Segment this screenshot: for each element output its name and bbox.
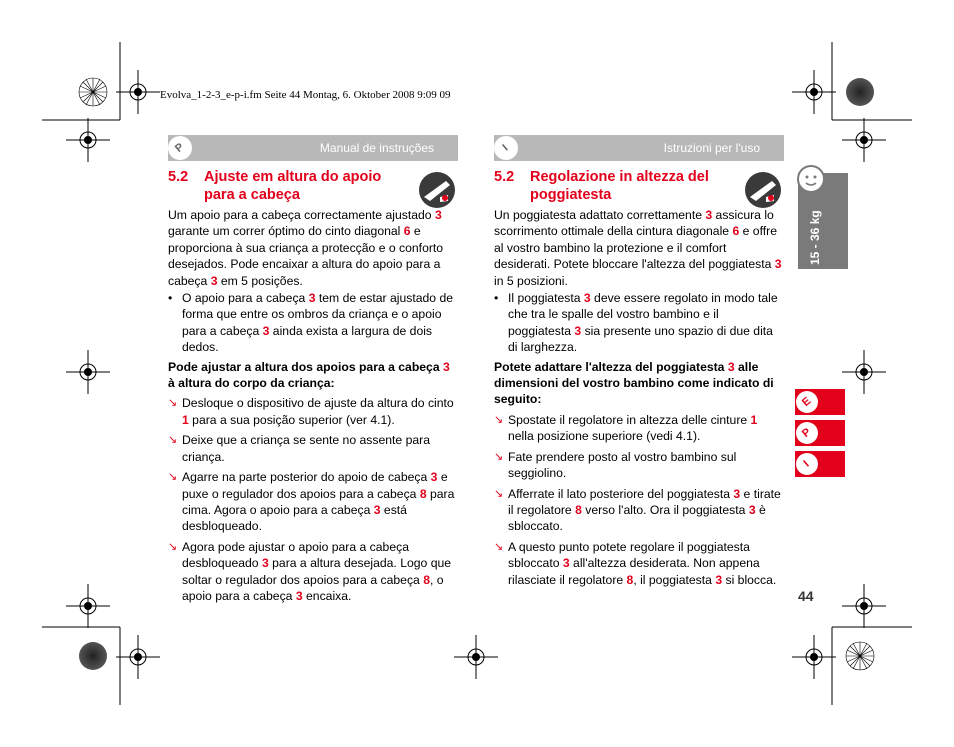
page-number: 44 — [798, 588, 814, 604]
step-item: ↘ Agarre na parte posterior do apoio de cabeça 3 e puxe o regulador dos apoios para a cabeça 8 para cima. Agora o apoio para a cabeça 3 está desbloqueado. — [168, 470, 455, 534]
step-item: ↘ Spostate il regolatore in altezza delle cinture 1 nella posizione superiore (vedi 4.1). — [494, 412, 758, 444]
section-number: 5.2 — [494, 169, 515, 185]
header-label: Istruzioni per l'uso — [663, 141, 760, 155]
step-item: ↘ Desloque o dispositivo de ajuste da altura do cinto 1 para a sua posição superior (ver 4.1). — [168, 396, 454, 427]
intro-paragraph: Um apoio para a cabeça correctamente ajustado 3 garante um correr óptimo do cinto diagonal 6 e proporciona à sua criança a protecção e o conforto desejados. Pode encaixar a altura do apoio para a cabeça 3 em 5 posições. — [168, 208, 444, 288]
section-number: 5.2 — [168, 169, 189, 185]
arrow-icon: ↘ — [494, 540, 504, 553]
arrow-icon: ↘ — [168, 397, 178, 410]
file-info: Evolva_1-2-3_e-p-i.fm Seite 44 Montag, 6. Oktober 2008 9:09 09 — [160, 89, 451, 101]
arrow-icon: ↘ — [494, 450, 504, 463]
intro-paragraph: Un poggiatesta adattato correttamente 3 assicura lo scorrimento ottimale della cintura diagonale 6 e offre al vostro bambino la protezione e il comfort desiderati. Potete bloccare l'altezza del poggiatesta 3 in 5 posizioni. — [494, 208, 782, 288]
header-bar-italian — [494, 135, 784, 161]
instruction-heading: Potete adattare l'altezza del poggiatesta 3 alle dimensioni del vostro bambino come indicato di seguito: — [494, 359, 774, 407]
step-item: ↘ A questo punto potete regolare il poggiatesta sbloccato 3 all'altezza desiderata. Non appena rilasciate il regolatore 8, il poggiatesta 3 si blocca. — [494, 539, 777, 587]
arrow-icon: ↘ — [494, 487, 504, 500]
step-item: ↘ Deixe que a criança se sente no assente para criança. — [168, 433, 430, 464]
step-item: ↘ Agora pode ajustar o apoio para a cabeça desbloqueado 3 para a altura desejada. Logo que soltar o regulador dos apoios para a cabeça 8, o apoio para a cabeça 3 encaixa. — [168, 539, 452, 603]
lang-tab-p[interactable]: P — [795, 420, 845, 446]
bullet-item: • O apoio para a cabeça 3 tem de estar ajustado de forma que entre os ombros da criança e o apoio para a cabeça 3 ainda exista a largura de dois dedos. — [168, 291, 454, 355]
arrow-icon: ↘ — [168, 540, 178, 553]
lang-badge-i: I — [494, 136, 518, 160]
arrow-icon: ↘ — [494, 413, 504, 426]
section-title: Regolazione in altezza del poggiatesta — [530, 169, 709, 203]
lang-tab-e[interactable]: E — [795, 389, 845, 415]
step-item: ↘ Afferrate il lato posteriore del poggiatesta 3 e tirate il regolatore 8 verso l'alto. Ora il poggiatesta 3 è sbloccato. — [494, 486, 781, 534]
step-item: ↘ Fate prendere posto al vostro bambino sul seggiolino. — [494, 449, 737, 481]
child-face-icon — [796, 164, 826, 194]
section-heading — [168, 168, 458, 204]
arrow-icon: ↘ — [168, 434, 178, 447]
lang-tab-i[interactable]: I — [795, 451, 845, 477]
arrow-icon: ↘ — [168, 471, 178, 484]
section-heading — [494, 168, 784, 204]
weight-range: 15 - 36 kg — [808, 210, 822, 265]
header-label: Manual de instruções — [319, 141, 434, 155]
bullet-item: • Il poggiatesta 3 deve essere regolato in modo tale che tra le spalle del vostro bambino e il poggiatesta 3 sia presente uno spazio di due dita di larghezza. — [494, 291, 778, 355]
column-italian — [494, 168, 784, 588]
instruction-heading: Pode ajustar a altura dos apoios para a cabeça 3 à altura do corpo da criança: — [168, 359, 450, 391]
column-portuguese — [168, 168, 458, 604]
header-bar-portuguese — [168, 135, 458, 161]
lang-badge-p: P — [168, 136, 192, 160]
section-title: Ajuste em altura do apoio para a cabeça — [204, 169, 382, 203]
